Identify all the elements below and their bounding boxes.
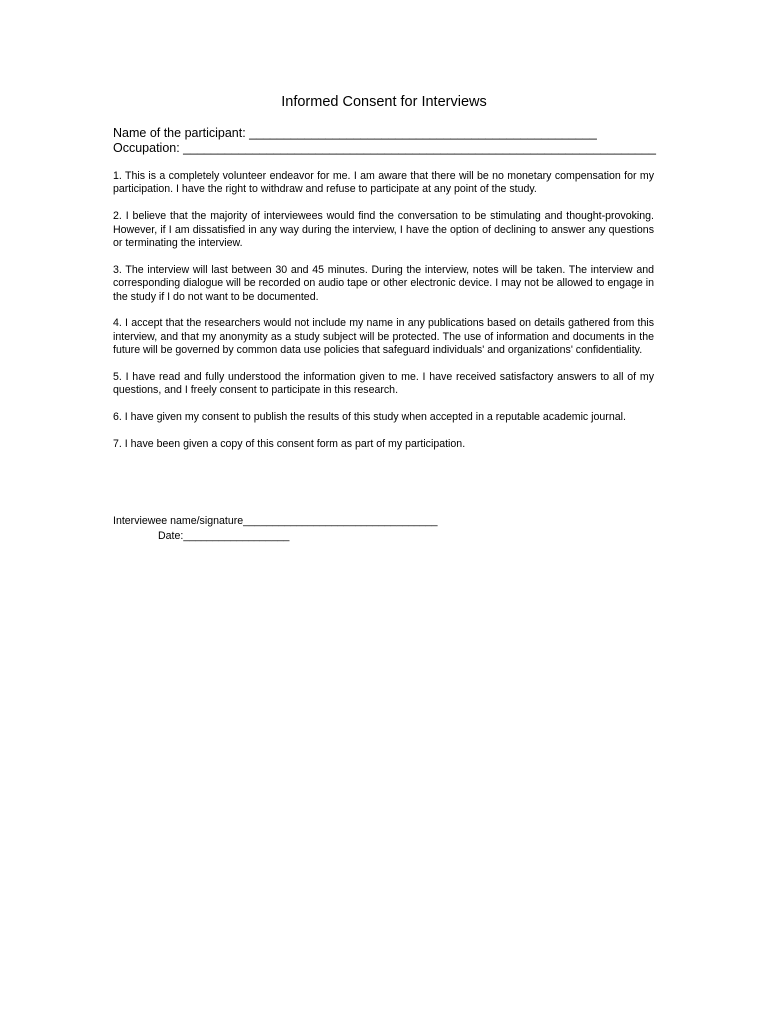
document-title: Informed Consent for Interviews [281,94,487,110]
consent-clause-2: 2. I believe that the majority of interviewees would find the conversation to be stimulating and thought-provoking. However, if I am dissatisfied in any way during the interview, I have the option of declining to answer any questions or terminating the interview. [113,210,654,250]
consent-clauses [113,170,654,465]
consent-clause-4: 4. I accept that the researchers would not include my name in any publications based on details gathered from this interview, and that my anonymity as a study subject will be protected. The use of information and documents in the future will be governed by common data use policies that safeguard individuals' and organizations' confidentiality. [113,317,654,357]
participant-name-field: Name of the participant: __________________________________________________ [113,126,597,140]
consent-clause-7: 7. I have been given a copy of this consent form as part of my participation. [113,438,466,451]
date-line: Date:__________________ [158,530,290,542]
consent-clause-3: 3. The interview will last between 30 and 45 minutes. During the interview, notes will be taken. The interview and corresponding dialogue will be recorded on audio tape or other electronic device. I may not be allowed to engage in the study if I do not want to be documented. [113,263,654,303]
occupation-field: Occupation: ____________________________________________________________________ [113,141,656,155]
consent-clause-6: 6. I have given my consent to publish the results of this study when accepted in a reputable academic journal. [113,411,626,424]
consent-clause-5: 5. I have read and fully understood the information given to me. I have received satisfactory answers to all of my questions, and I freely consent to participate in this research. [113,371,654,397]
interviewee-signature-line: Interviewee name/signature_________________________________ [113,515,438,527]
consent-clause-1: 1. This is a completely volunteer endeavor for me. I am aware that there will be no monetary compensation for my participation. I have the right to withdraw and refuse to participate at any point of the study. [113,170,654,196]
